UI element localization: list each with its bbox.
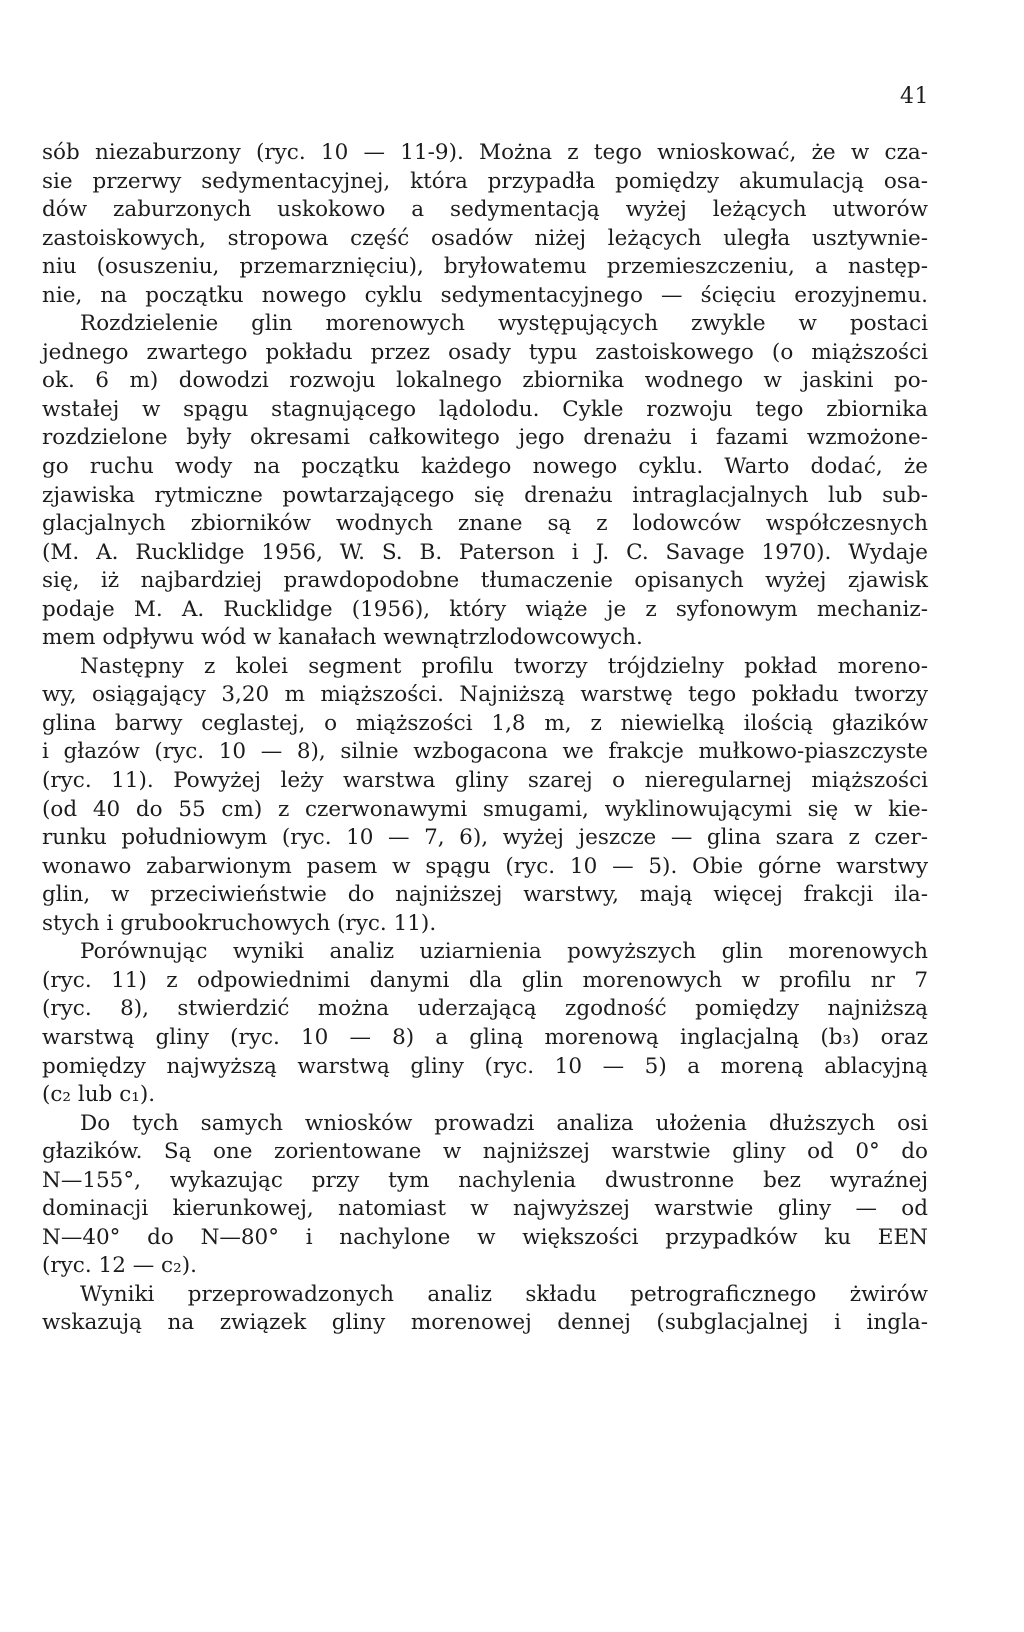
text-line: N—155°, wykazując przy tym nachylenia dwustronne bez wyraźnej bbox=[42, 1167, 928, 1193]
text-line: głazików. Są one zorientowane w najniższej warstwie gliny od 0° do bbox=[42, 1139, 928, 1165]
text-line: glina barwy ceglastej, o miąższości 1,8 m, z niewielką ilością głazików bbox=[42, 710, 928, 736]
text-line: (M. A. Rucklidge 1956, W. S. B. Paterson i J. C. Savage 1970). Wydaje bbox=[42, 539, 928, 565]
text-line: go ruchu wody na początku każdego nowego cyklu. Warto dodać, że bbox=[42, 454, 928, 480]
text-line: mem odpływu wód w kanałach wewnątrzlodowcowych. bbox=[42, 625, 643, 651]
text-line: stych i grubookruchowych (ryc. 11). bbox=[42, 910, 437, 936]
text-line: zjawiska rytmiczne powtarzającego się drenażu intraglacjalnych lub sub- bbox=[42, 482, 928, 508]
text-line: dominacji kierunkowej, natomiast w najwyższej warstwie gliny — od bbox=[42, 1196, 928, 1222]
text-line: glacjalnych zbiorników wodnych znane są z lodowców współczesnych bbox=[42, 511, 928, 537]
text-line: glin, w przeciwieństwie do najniższej warstwy, mają więcej frakcji ila- bbox=[42, 882, 928, 908]
body-text bbox=[42, 139, 928, 1338]
text-line: wskazują na związek gliny morenowej dennej (subglacjalnej i ingla- bbox=[42, 1310, 928, 1336]
text-line: sób niezaburzony (ryc. 10 — 11-9). Można z tego wnioskować, że w cza- bbox=[42, 140, 928, 165]
text-line: (ryc. 11) z odpowiednimi danymi dla glin morenowych w profilu nr 7 bbox=[42, 967, 928, 993]
text-line: (c₂ lub c₁). bbox=[42, 1082, 156, 1108]
text-line: runku południowym (ryc. 10 — 7, 6), wyżej jeszcze — glina szara z czer- bbox=[42, 825, 928, 851]
text-line: dów zaburzonych uskokowo a sedymentacją wyżej leżących utworów bbox=[42, 197, 928, 223]
text-line: wy, osiągający 3,20 m miąższości. Najniższą warstwę tego pokładu tworzy bbox=[42, 682, 928, 708]
text-line: Następny z kolei segment profilu tworzy trójdzielny pokład moreno- bbox=[80, 653, 928, 679]
text-line: podaje M. A. Rucklidge (1956), który wiąże je z syfonowym mechaniz- bbox=[42, 596, 928, 622]
text-line: pomiędzy najwyższą warstwą gliny (ryc. 10 — 5) a moreną ablacyjną bbox=[42, 1053, 928, 1079]
text-line: wstałej w spągu stagnującego lądolodu. Cykle rozwoju tego zbiornika bbox=[42, 396, 928, 422]
text-line: jednego zwartego pokładu przez osady typu zastoiskowego (o miąższości bbox=[42, 339, 928, 365]
text-line: nie, na początku nowego cyklu sedymentacyjnego — ścięciu erozyjnemu. bbox=[42, 282, 928, 308]
text-line: Wyniki przeprowadzonych analiz składu petrograficznego żwirów bbox=[80, 1281, 928, 1307]
text-line: warstwą gliny (ryc. 10 — 8) a gliną morenową inglacjalną (b₃) oraz bbox=[42, 1024, 928, 1050]
page-number: 41 bbox=[900, 84, 929, 109]
text-line: (ryc. 11). Powyżej leży warstwa gliny szarej o nieregularnej miąższości bbox=[42, 768, 928, 794]
text-line: niu (osuszeniu, przemarznięciu), bryłowatemu przemieszczeniu, a następ- bbox=[42, 254, 928, 280]
text-line: się, iż najbardziej prawdopodobne tłumaczenie opisanych wyżej zjawisk bbox=[42, 568, 928, 594]
text-line: sie przerwy sedymentacyjnej, która przypadła pomiędzy akumulacją osa- bbox=[42, 168, 928, 194]
text-line: i głazów (ryc. 10 — 8), silnie wzbogacona we frakcje mułkowo-piaszczyste bbox=[42, 739, 928, 765]
text-line: ok. 6 m) dowodzi rozwoju lokalnego zbiornika wodnego w jaskini po- bbox=[42, 368, 928, 394]
text-line: zastoiskowych, stropowa część osadów niżej leżących uległa usztywnie- bbox=[42, 225, 928, 251]
text-line: N—40° do N—80° i nachylone w większości przypadków ku EEN bbox=[42, 1224, 928, 1250]
text-line: (ryc. 8), stwierdzić można uderzającą zgodność pomiędzy najniższą bbox=[42, 996, 928, 1022]
text-line: Do tych samych wniosków prowadzi analiza ułożenia dłuższych osi bbox=[80, 1110, 928, 1136]
text-line: rozdzielone były okresami całkowitego jego drenażu i fazami wzmożone- bbox=[42, 425, 928, 451]
text-line: (ryc. 12 — c₂). bbox=[42, 1253, 197, 1279]
text-line: Rozdzielenie glin morenowych występujących zwykle w postaci bbox=[80, 311, 928, 337]
text-line: wonawo zabarwionym pasem w spągu (ryc. 10 — 5). Obie górne warstwy bbox=[42, 853, 928, 879]
text-line: Porównując wyniki analiz uziarnienia powyższych glin morenowych bbox=[80, 939, 928, 965]
text-line: (od 40 do 55 cm) z czerwonawymi smugami, wyklinowującymi się w kie- bbox=[42, 796, 928, 822]
